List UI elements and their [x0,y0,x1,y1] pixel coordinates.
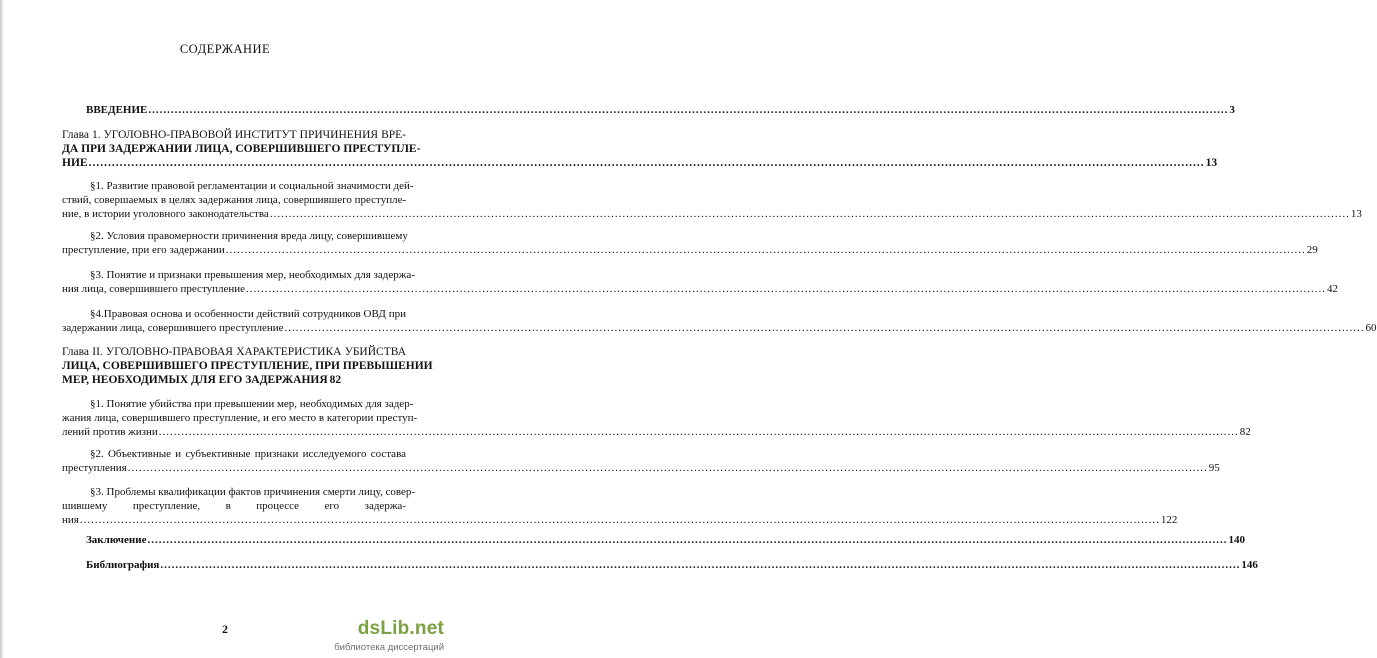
toc-line: ствий, совершаемых в целях задержания лица, совершившего преступле- [62,194,407,206]
toc-section-1-2 [62,229,1318,257]
toc-word: шившему [62,500,108,512]
dot-leader [160,558,1240,572]
toc-entry-page: 122 [1160,514,1178,526]
toc-line: §2. Условия правомерности причинения вреда лицу, совершившему [90,230,408,242]
watermark-tagline: библиотека диссертаций [334,642,444,653]
toc-line: ния лица, совершившего преступление [62,283,246,295]
page-number: 2 [222,622,228,636]
toc-section-2-1 [62,397,1251,439]
dot-leader [89,156,1205,170]
toc-line: §1. Развитие правовой регламентации и социальной значимости дей- [90,180,414,192]
dot-leader [246,282,1326,296]
dot-leader [270,207,1350,221]
toc-line: преступления [62,462,127,474]
toc-section-1-1 [62,179,1362,221]
toc-entry-page: 95 [1208,462,1220,474]
dslib-watermark[interactable] [334,618,450,658]
toc-line: §4.Правовая основа и особенности действий сотрудников ОВД при [90,308,406,320]
toc-line: НИЕ [62,157,88,169]
toc-section-2-3 [62,485,1178,527]
toc-line: задержании лица, совершившего преступление [62,322,284,334]
toc-entry-page: 140 [1228,534,1245,546]
toc-entry-bibliography [86,558,1258,572]
toc-line: Глава II. УГОЛОВНО-ПРАВОВАЯ ХАРАКТЕРИСТИКА УБИЙСТВА [62,346,406,358]
toc-entry-page: 82 [329,374,342,386]
toc-line: ние, в истории уголовного законодательства [62,208,269,220]
toc-entry-page: 42 [1327,283,1339,295]
scan-edge-shadow [0,0,4,658]
watermark-brand: dsLib.net [357,618,444,639]
toc-section-1-4 [62,307,1377,335]
toc-line: ДА ПРИ ЗАДЕРЖАНИИ ЛИЦА, СОВЕРШИВШЕГО ПРЕСТУПЛЕ- [62,143,421,155]
toc-line: §3. Проблемы квалификации фактов причинения смерти лицу, совер- [90,486,416,498]
toc-entry-page: 82 [1239,426,1251,438]
toc-line: лений против жизни [62,426,158,438]
dot-leader [148,103,1228,117]
toc-word: в [225,500,231,512]
toc-word: его [324,500,340,512]
toc-entry-page: 13 [1205,157,1218,169]
toc-entry-page: 60 [1365,322,1377,334]
toc-section-2-2 [62,447,1220,475]
toc-entry-page: 3 [1229,104,1235,116]
toc-word: процессе [256,500,300,512]
toc-line: ЛИЦА, СОВЕРШИВШЕГО ПРЕСТУПЛЕНИЕ, ПРИ ПРЕВЫШЕНИИ [62,360,433,372]
dot-leader [147,533,1227,547]
toc-title: СОДЕРЖАНИЕ [179,42,271,56]
dot-leader [159,425,1239,439]
toc-chapter-2 [62,345,433,387]
toc-word: преступление, [132,500,201,512]
dot-leader [128,461,1208,475]
toc-entry-label: Заключение [86,534,147,546]
dot-leader [226,243,1306,257]
toc-entry-page: 29 [1306,244,1318,256]
toc-word: задержа- [364,500,406,512]
dot-leader [80,513,1160,527]
toc-line: Глава 1. УГОЛОВНО-ПРАВОВОЙ ИНСТИТУТ ПРИЧИНЕНИЯ ВРЕ- [62,129,406,141]
toc-entry-conclusion [86,533,1245,547]
toc-entry-intro [86,103,1235,117]
toc-line: §1. Понятие убийства при превышении мер, необходимых для задер- [90,398,414,410]
toc-line: §3. Понятие и признаки превышения мер, необходимых для задержа- [90,269,415,281]
toc-entry-page: 13 [1350,208,1362,220]
dot-leader [285,321,1365,335]
toc-entry-label: ВВЕДЕНИЕ [86,104,148,116]
toc-line-spread [62,499,406,513]
toc-line: §2. Объективные и субъективные признаки исследуемого состава [90,448,406,460]
toc-line: преступление, при его задержании [62,244,225,256]
toc-section-1-3 [62,268,1339,296]
toc-entry-page: 146 [1241,559,1258,571]
toc-line: ния [62,514,79,526]
toc-line: МЕР, НЕОБХОДИМЫХ ДЛЯ ЕГО ЗАДЕРЖАНИЯ [62,374,328,386]
toc-entry-label: Библиография [86,559,160,571]
toc-line: жания лица, совершившего преступление, и его место в категории преступ- [62,412,418,424]
toc-chapter-1 [62,128,1218,170]
